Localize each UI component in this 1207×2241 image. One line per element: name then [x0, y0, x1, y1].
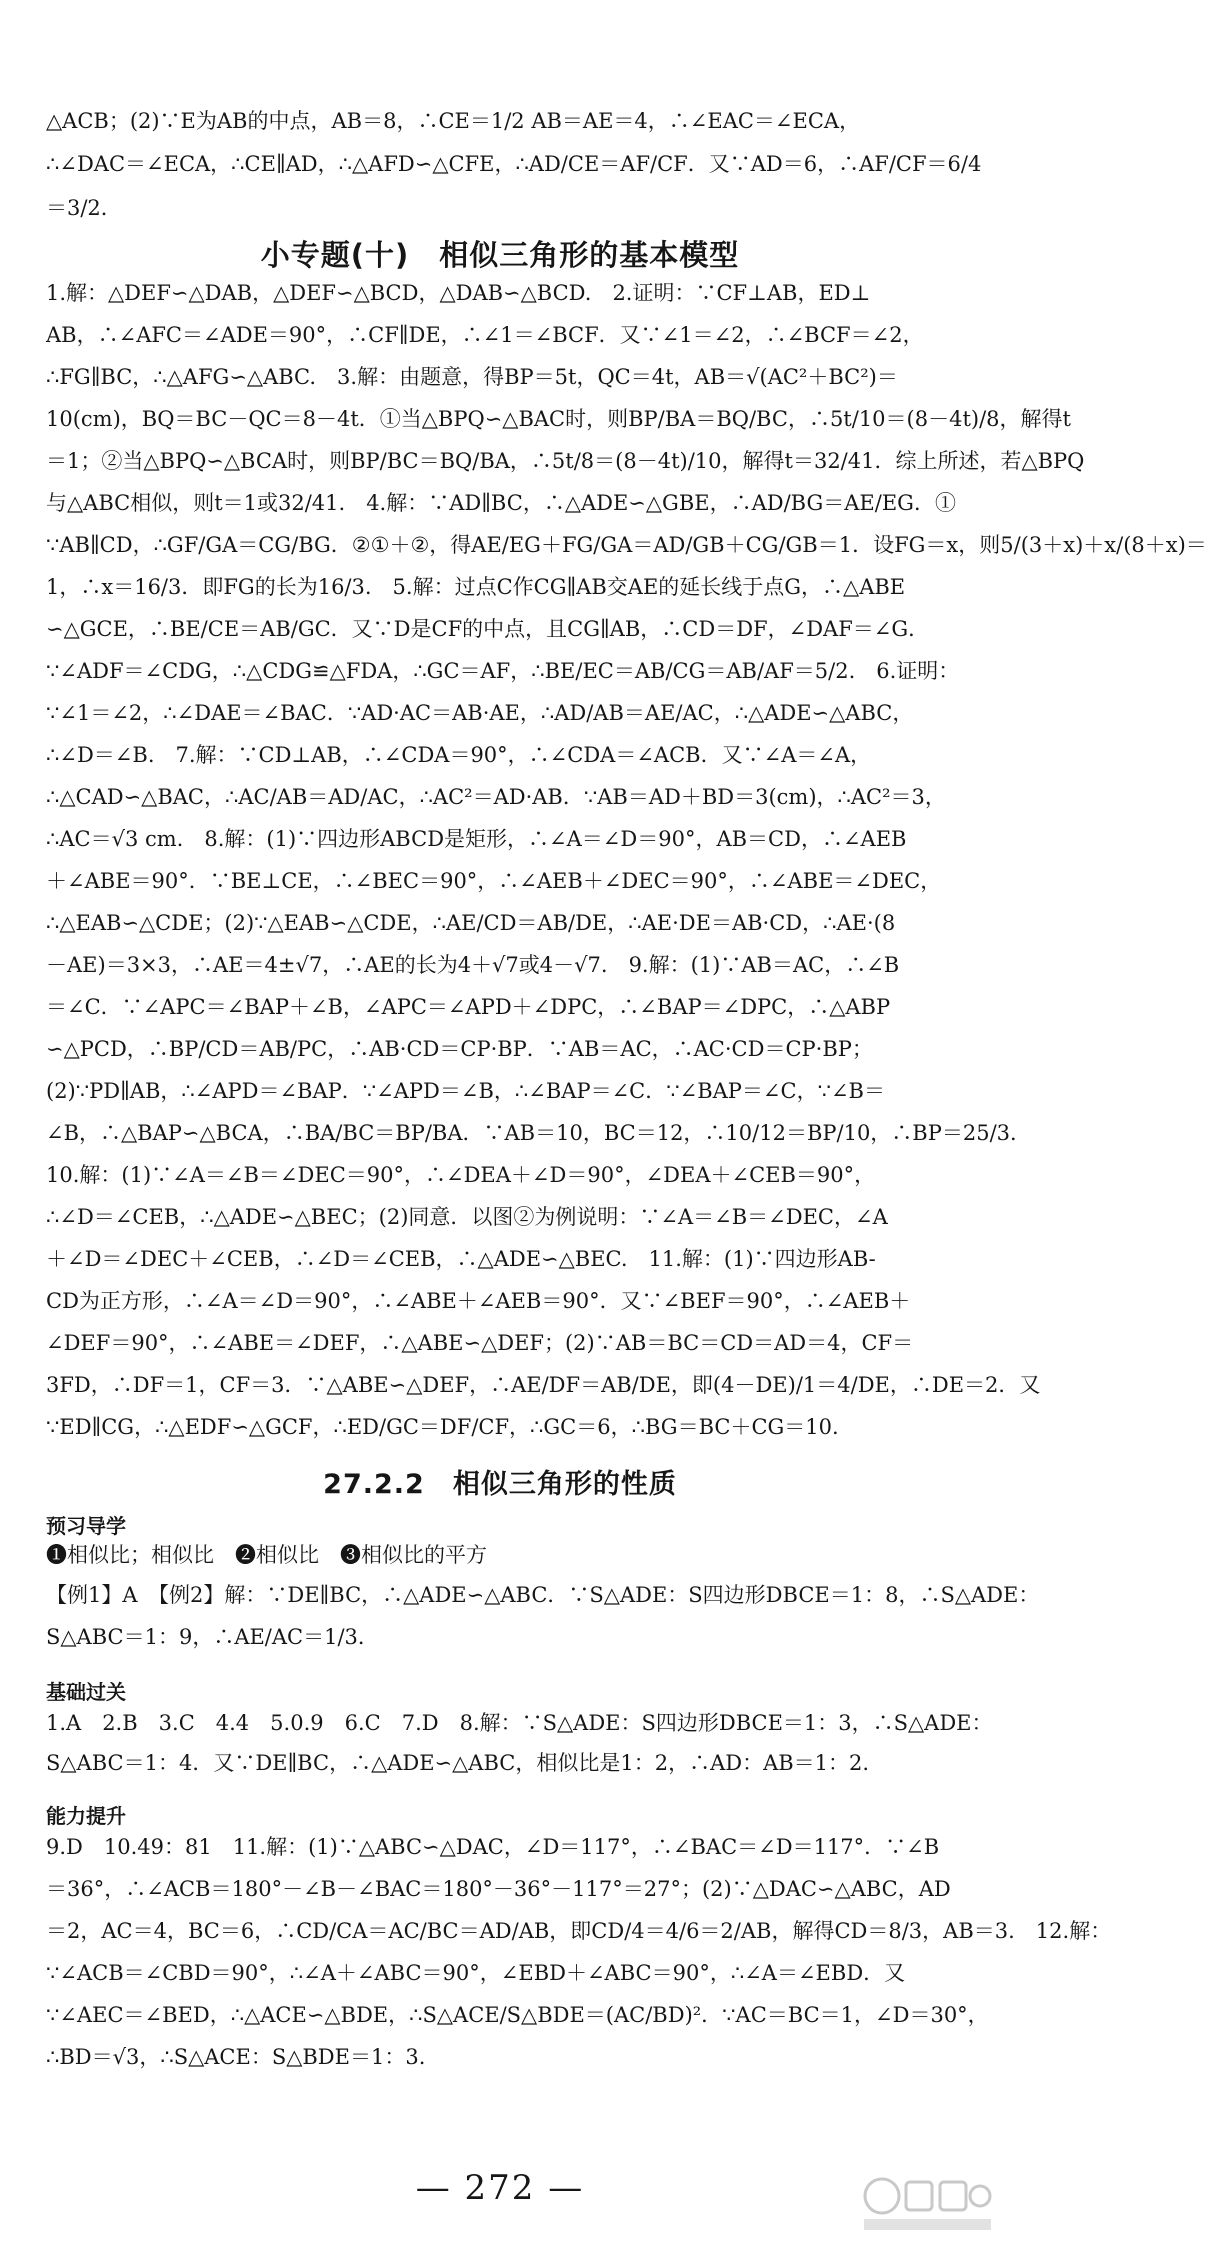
- text-line: ∴△EAB∽△CDE；(2)∵△EAB∽△CDE，∴AE/CD＝AB/DE，∴AE·DE＝AB·CD，∴AE·(8: [46, 911, 896, 935]
- section-title: 27.2.2 相似三角形的性质: [323, 1469, 677, 1500]
- text-line: 1，∴x＝16/3．即FG的长为16/3. 5.解：过点C作CG∥AB交AE的延长线于点G，∴△ABE: [46, 575, 906, 599]
- text-line: 1.A 2.B 3.C 4.4 5.0.9 6.C 7.D 8.解：∵S△ADE：S四边形DBCE＝1：3，∴S△ADE：: [46, 1711, 993, 1735]
- text-line: ❶相似比；相似比 ❷相似比 ❸相似比的平方: [46, 1543, 487, 1567]
- text-line: ∴FG∥BC，∴△AFG∽△ABC. 3.解：由题意，得BP＝5t，QC＝4t，AB＝√(AC²＋BC²)＝: [46, 365, 898, 389]
- text-line: ＝3/2．: [46, 196, 122, 220]
- text-line: ＋∠D＝∠DEC＋∠CEB，∴∠D＝∠CEB，∴△ADE∽△BEC. 11.解：(1)∵四边形AB-: [46, 1247, 876, 1271]
- text-line: ＝∠C．∵∠APC＝∠BAP＋∠B，∠APC＝∠APD＋∠DPC，∴∠BAP＝∠DPC，∴△ABP: [46, 995, 891, 1019]
- text-line: AB，∴∠AFC＝∠ADE＝90°，∴CF∥DE，∴∠1＝∠BCF．又∵∠1＝∠2，∴∠BCF＝∠2，: [46, 323, 924, 347]
- text-line: ∵∠ADF＝∠CDG，∴△CDG≌△FDA，∴GC＝AF，∴BE/EC＝AB/CG＝AB/AF＝5/2. 6.证明：: [46, 659, 960, 683]
- text-line: 1.解：△DEF∽△DAB，△DEF∽△BCD，△DAB∽△BCD. 2.证明：∵CF⊥AB，ED⊥: [46, 281, 871, 305]
- text-line: ∴∠DAC＝∠ECA，∴CE∥AD，∴△AFD∽△CFE，∴AD/CE＝AF/CF．又∵AD＝6，∴AF/CF＝6/4: [46, 152, 982, 176]
- text-line: ∵ED∥CG，∴△EDF∽△GCF，∴ED/GC＝DF/CF，∴GC＝6，∴BG＝BC＋CG＝10.: [46, 1415, 839, 1439]
- text-line: ∠B，∴△BAP∽△BCA，∴BA/BC＝BP/BA．∵AB＝10，BC＝12，∴10/12＝BP/10，∴BP＝25/3．: [46, 1121, 1032, 1145]
- text-line: ∽△GCE，∴BE/CE＝AB/GC．又∵D是CF的中点，且CG∥AB，∴CD＝DF，∠DAF＝∠G．: [46, 617, 930, 641]
- text-line: S△ABC＝1：4．又∵DE∥BC，∴△ADE∽△ABC，相似比是1：2，∴AD：AB＝1：2.: [46, 1751, 870, 1775]
- text-line: 10.解：(1)∵∠A＝∠B＝∠DEC＝90°，∴∠DEA＋∠D＝90°，∠DEA＋∠CEB＝90°，: [46, 1163, 876, 1187]
- section-title: 小专题(十) 相似三角形的基本模型: [260, 238, 740, 272]
- text-line: S△ABC＝1：9，∴AE/AC＝1/3．: [46, 1625, 379, 1649]
- text-line: ∴∠D＝∠CEB，∴△ADE∽△BEC；(2)同意．以图②为例说明：∵∠A＝∠B＝∠DEC，∠A: [46, 1205, 888, 1229]
- page-number: — 272 —: [415, 2168, 585, 2208]
- text-line: ∴AC＝√3 cm. 8.解：(1)∵四边形ABCD是矩形，∴∠A＝∠D＝90°，AB＝CD，∴∠AEB: [46, 827, 907, 851]
- subsection-heading: 预习导学: [46, 1514, 126, 1538]
- text-line: ∴∠D＝∠B. 7.解：∵CD⊥AB，∴∠CDA＝90°，∴∠CDA＝∠ACB．又∵∠A＝∠A，: [46, 743, 872, 767]
- subsection-heading: 基础过关: [46, 1680, 126, 1704]
- text-line: ∽△PCD，∴BP/CD＝AB/PC，∴AB·CD＝CP·BP．∵AB＝AC，∴AC·CD＝CP·BP；: [46, 1037, 873, 1061]
- text-line: 【例1】A 【例2】解：∵DE∥BC，∴△ADE∽△ABC．∵S△ADE：S四边形DBCE＝1：8，∴S△ADE：: [46, 1583, 1040, 1607]
- text-line: (2)∵PD∥AB，∴∠APD＝∠BAP．∵∠APD＝∠B，∴∠BAP＝∠C．∵∠BAP＝∠C，∵∠B＝: [46, 1079, 885, 1103]
- text-line: CD为正方形，∴∠A＝∠D＝90°，∴∠ABE＋∠AEB＝90°．又∵∠BEF＝90°，∴∠AEB＋: [46, 1289, 911, 1313]
- text-line: 与△ABC相似，则t＝1或32/41. 4.解：∵AD∥BC，∴△ADE∽△GBE，∴AD/BG＝AE/EG．①: [46, 491, 956, 515]
- text-line: ∴△CAD∽△BAC，∴AC/AB＝AD/AC，∴AC²＝AD·AB．∵AB＝AD＋BD＝3(cm)，∴AC²＝3，: [46, 785, 946, 809]
- text-line: ∵∠1＝∠2，∴∠DAE＝∠BAC．∵AD·AC＝AB·AE，∴AD/AB＝AE/AC，∴△ADE∽△ABC，: [46, 701, 914, 725]
- text-line: ∴BD＝√3，∴S△ACE：S△BDE＝1：3.: [46, 2045, 426, 2069]
- text-line: ＝36°，∴∠ACB＝180°－∠B－∠BAC＝180°－36°－117°＝27°；(2)∵△DAC∽△ABC，AD: [46, 1877, 951, 1901]
- text-line: 9.D 10.49：81 11.解：(1)∵△ABC∽△DAC，∠D＝117°，∴∠BAC＝∠D＝117°．∵∠B: [46, 1835, 940, 1859]
- subsection-heading: 能力提升: [46, 1804, 126, 1828]
- watermark-logo: [860, 2172, 995, 2234]
- text-line: －AE)＝3×3，∴AE＝4±√7，∴AE的长为4＋√7或4－√7. 9.解：(1)∵AB＝AC，∴∠B: [46, 953, 900, 977]
- text-line: ＋∠ABE＝90°．∵BE⊥CE，∴∠BEC＝90°，∴∠AEB＋∠DEC＝90°，∴∠ABE＝∠DEC，: [46, 869, 942, 893]
- text-line: 3FD，∴DF＝1，CF＝3．∵△ABE∽△DEF，∴AE/DF＝AB/DE，即(4－DE)/1＝4/DE，∴DE＝2．又: [46, 1373, 1041, 1397]
- text-line: 10(cm)，BQ＝BC－QC＝8－4t．①当△BPQ∽△BAC时，则BP/BA＝BQ/BC，∴5t/10＝(8－4t)/8，解得t: [46, 407, 1071, 431]
- text-line: ∵∠ACB＝∠CBD＝90°，∴∠A＋∠ABC＝90°，∠EBD＋∠ABC＝90°，∴∠A＝∠EBD．又: [46, 1961, 906, 1985]
- text-line: ∵AB∥CD，∴GF/GA＝CG/BG．②①＋②，得AE/EG＋FG/GA＝AD/GB＋CG/GB＝1．设FG＝x，则5/(3＋x)＋x/(8＋x)＝: [46, 533, 1207, 557]
- text-line: ∵∠AEC＝∠BED，∴△ACE∽△BDE，∴S△ACE/S△BDE＝(AC/BD)²．∵AC＝BC＝1，∠D＝30°，: [46, 2003, 989, 2027]
- text-line: ＝1；②当△BPQ∽△BCA时，则BP/BC＝BQ/BA，∴5t/8＝(8－4t)/10，解得t＝32/41．综上所述，若△BPQ: [46, 449, 1085, 473]
- text-line: △ACB；(2)∵E为AB的中点，AB＝8，∴CE＝1/2 AB＝AE＝4，∴∠EAC＝∠ECA，: [46, 109, 861, 133]
- text-line: ＝2，AC＝4，BC＝6，∴CD/CA＝AC/BC＝AD/AB，即CD/4＝4/6＝2/AB，解得CD＝8/3，AB＝3. 12.解：: [46, 1919, 1112, 1943]
- text-line: ∠DEF＝90°，∴∠ABE＝∠DEF，∴△ABE∽△DEF；(2)∵AB＝BC＝CD＝AD＝4，CF＝: [46, 1331, 914, 1355]
